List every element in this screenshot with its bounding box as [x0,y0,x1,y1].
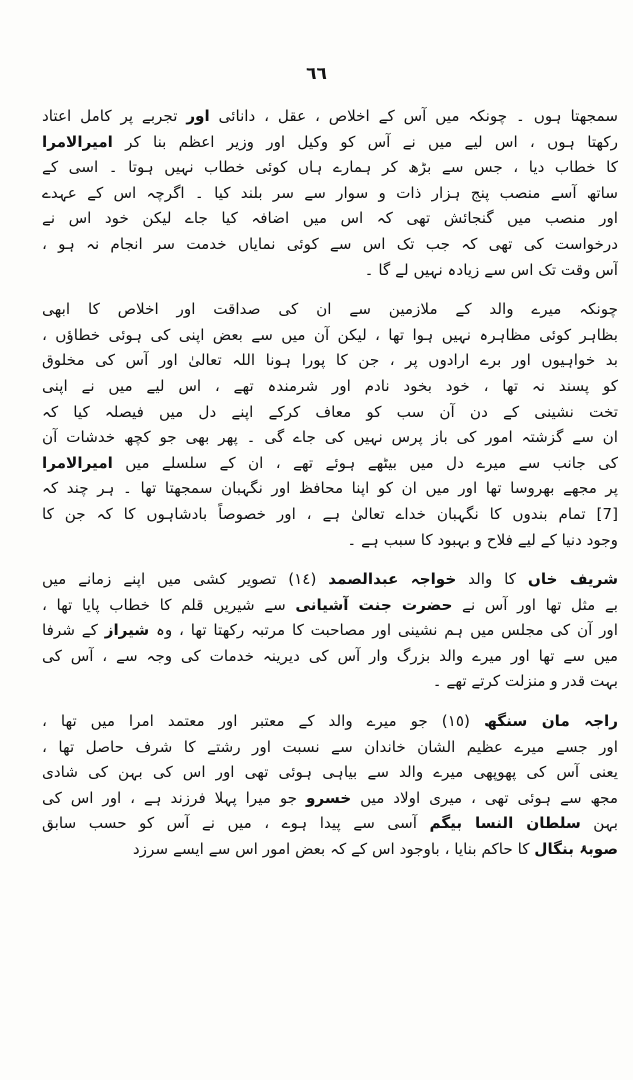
bold-name: شریف خاں [527,570,618,589]
text-run: اور جسے میرے عظیم الشان خاندان سے نسبت اور رشتے کا شرف حاصل تھا ، [42,737,618,756]
text-run: تجربے پر کامل اعتاد [42,107,187,125]
text-run: وجود دنیا کے لیے فلاح و بہبود کا سبب ہے ۔ [347,530,618,549]
text-run: بہت قدر و منزلت کرتے تھے ۔ [432,672,618,691]
text-run: بے مثل تھا اور آس نے [452,595,618,614]
text-line [42,618,618,644]
text-line [42,425,618,451]
text-line [42,400,618,426]
text-run: کا حاکم بنایا ، باوجود اس کے کہ بعض امور اس سے ایسے سرزد [132,840,535,859]
text-line [42,258,618,284]
text-run: کو پسند نہ تھا ، خود بخود نادم اور شرمندہ تھے ، اس لیے میں نے اپنی [42,376,618,395]
paragraph [42,104,618,283]
paragraph [42,709,618,863]
bold-name: شیراز [104,621,150,640]
text-line [42,709,618,735]
text-line [42,130,618,156]
text-line [42,502,618,528]
text-run: کا والد [456,570,528,589]
text-run: چونکہ میرے والد کے ملازمین سے ان کی صداقت اور اخلاص کا ابھی [42,300,618,319]
bold-name: امیرالامرا [42,453,113,472]
text-line [42,155,618,181]
text-line [42,206,618,232]
text-line [42,476,618,502]
text-run: سمجھتا ہوں ۔ چونکہ میں آس کے اخلاص ، عقل ، دانائی [209,107,618,125]
text-run: آسی سے پیدا ہوے ، میں نے آس کو حسب سابق [42,814,430,833]
text-run: [7] تمام بندوں کا نگہبان خداے تعالی‌ٰ ہے ، اور خصوصاً بادشاہوں کا کہ جن کا [42,504,618,523]
text-run: ساتھ آسے منصب پنج ہزار ذات و سوار سے سر بلند کیا ۔ اگرچہ اس کے عہدے [42,183,618,202]
text-run: ان سے گزشتہ امور کی باز پرس نہیں کی جاے گی ۔ پھر بھی جو کچھ خدشات آن [42,428,618,447]
text-run: کا خطاب دیا ، جس سے بڑھ کر ہمارے ہاں کوئی خطاب نہیں ہوتا ۔ اسی کے [42,158,618,177]
text-line [42,528,618,554]
text-run: مجھ سے ہوئی تھی ، میری اولاد میں [351,788,618,807]
paragraph [42,567,618,695]
text-run: (١٤) تصویر کشی میں اپنے زمانے میں [42,570,329,589]
text-line [42,567,618,593]
text-run: جو میرا پہلا فرزند ہے ، اور اس کی [42,788,306,807]
text-line [42,593,618,619]
paragraph [42,297,618,553]
bold-name: خسرو [305,788,352,807]
text-run: کی جانب سے میرے دل میں بیٹھے ہوئے تھے ، ان کے سلسلے میں [112,453,618,472]
bold-name: راجہ مان سنگھ [483,712,618,731]
body-text [42,104,618,877]
text-line [42,735,618,761]
text-line [42,348,618,374]
bold-name: خواجہ عبدالصمد [328,570,457,589]
bold-name: صوبۂ بنگال [534,840,618,859]
text-run: سے شیریں قلم کا خطاب پایا تھا ، [42,595,296,614]
text-line [42,181,618,207]
text-run: بہن [580,814,618,833]
text-run: یعنی آس کی پھوپھی میرے والد سے بیاہی ہوئی تھی اور اس کی بہن کی شادی [42,763,618,782]
text-line [42,644,618,670]
text-line [42,232,618,258]
text-line [42,786,618,812]
text-run: بظاہر کوئی مظاہرہ نہیں ہوا تھا ، لیکن آن میں سے بعض اپنی کی ہوئی خطاؤں ، [42,325,618,344]
text-line [42,374,618,400]
text-run: تخت نشینی کے دن آن سب کو معاف کرکے اپنے دل میں فیصلہ کیا کہ [42,402,618,421]
text-line [42,760,618,786]
text-line [42,451,618,477]
bold-name: امیرالامرا [42,132,113,151]
text-run: اور آن کی مجلس میں ہم نشینی اور مصاحبت کا مرتبہ رکھتا تھا ، وہ [149,621,618,640]
text-line [42,669,618,695]
text-run: بد خواہیوں اور برے ارادوں پر ، جن کا پورا ہونا اللہ تعالی‌ٰ اور آس کی مخلوق [42,351,618,370]
text-line [42,297,618,323]
text-run: آس وقت تک اس سے زیادہ نہیں لے گا ۔ [364,260,618,279]
text-run: رکھتا ہوں ، اس لیے میں نے آس کو وکیل اور وزیر اعظم بنا کر [112,132,618,151]
text-run: (١٥) جو میرے والد کے معتبر اور معتمد امرا میں تھا ، [42,712,484,731]
text-line [42,837,618,863]
text-line [42,811,618,837]
text-run: کے شرفا [42,621,105,640]
text-run: میں سے تھا اور میرے والد بزرگ وار آس کی دیرینہ خدمات کی وجہ سے ، آس کی [42,646,618,665]
bold-name: اور [186,107,210,125]
text-run: اور منصب میں گنجائش تھی کہ اس میں اضافہ کیا جاے لیکن خود اس نے [42,209,618,228]
text-run: درخواست کی تھی کہ جب تک اس سے کوئی نمایاں خدمت سر انجام نہ ہو ، [42,234,618,253]
bold-name: حضرت جنت آشیانی [295,595,453,614]
page-number: ٦٦ [306,64,327,84]
text-run: پر مجھے بھروسا تھا اور میں ان کو اپنا محافظ اور نگہبان سمجھتا تھا ۔ ہر چند کہ [42,479,618,498]
bold-name: سلطان النسا بیگم [429,814,581,833]
text-line [42,104,618,130]
text-line [42,323,618,349]
